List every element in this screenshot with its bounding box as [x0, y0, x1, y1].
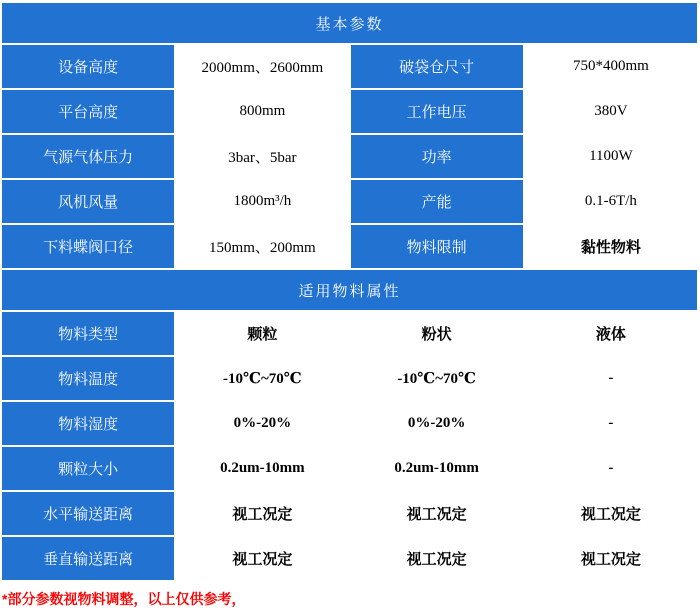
param-label-cell: 物料限制 — [351, 225, 523, 268]
param-value-cell: 1800m³/h — [176, 180, 348, 223]
param-value-cell: 液体 — [525, 312, 697, 355]
section-header-material-props: 适用物料属性 — [2, 270, 697, 310]
section-header-basic-params: 基本参数 — [2, 3, 697, 43]
param-label-cell: 颗粒大小 — [2, 447, 174, 490]
table-row — [2, 225, 697, 268]
param-label-cell: 物料类型 — [2, 312, 174, 355]
table-row — [2, 135, 697, 178]
param-value-cell: 视工况定 — [351, 492, 523, 535]
param-label-cell: 垂直输送距离 — [2, 537, 174, 580]
param-label-cell: 下料蝶阀口径 — [2, 225, 174, 268]
param-label-cell: 工作电压 — [351, 90, 523, 133]
param-value-cell: 0.2um-10mm — [176, 447, 348, 490]
param-value-cell: 粉状 — [351, 312, 523, 355]
table-row — [2, 180, 697, 223]
param-value-cell: -10℃~70℃ — [176, 357, 348, 400]
param-value-cell: 颗粒 — [176, 312, 348, 355]
param-label-cell: 物料湿度 — [2, 402, 174, 445]
param-value-cell: 800mm — [176, 90, 348, 133]
param-label-cell: 产能 — [351, 180, 523, 223]
param-label-cell: 功率 — [351, 135, 523, 178]
param-value-cell: 0.1-6T/h — [525, 180, 697, 223]
param-value-cell: - — [525, 402, 697, 445]
footnote-text: *部分参数视物料调整，以上仅供参考， — [2, 591, 246, 607]
param-label-cell: 气源气体压力 — [2, 135, 174, 178]
table-row — [2, 357, 697, 400]
table-row — [2, 45, 697, 88]
param-value-cell: 380V — [525, 90, 697, 133]
param-label-cell: 风机风量 — [2, 180, 174, 223]
table-row — [2, 402, 697, 445]
table-row — [2, 90, 697, 133]
param-value-cell: - — [525, 447, 697, 490]
param-value-cell: -10℃~70℃ — [351, 357, 523, 400]
param-value-cell: - — [525, 357, 697, 400]
param-label-cell: 破袋仓尺寸 — [351, 45, 523, 88]
param-value-cell: 视工况定 — [351, 537, 523, 580]
param-label-cell: 物料温度 — [2, 357, 174, 400]
table-row — [2, 447, 697, 490]
table-row — [2, 312, 697, 355]
param-value-cell: 2000mm、2600mm — [176, 45, 348, 88]
param-value-cell: 3bar、5bar — [176, 135, 348, 178]
param-value-cell: 黏性物料 — [525, 225, 697, 268]
param-label-cell: 平台高度 — [2, 90, 174, 133]
param-value-cell: 0.2um-10mm — [351, 447, 523, 490]
param-label-cell: 设备高度 — [2, 45, 174, 88]
param-value-cell: 视工况定 — [176, 492, 348, 535]
param-value-cell: 视工况定 — [176, 537, 348, 580]
param-value-cell: 0%-20% — [176, 402, 348, 445]
param-label-cell: 水平输送距离 — [2, 492, 174, 535]
param-value-cell: 750*400mm — [525, 45, 697, 88]
param-value-cell: 1100W — [525, 135, 697, 178]
param-value-cell: 视工况定 — [525, 492, 697, 535]
param-value-cell: 150mm、200mm — [176, 225, 348, 268]
table-row — [2, 537, 697, 580]
table-row — [2, 492, 697, 535]
param-value-cell: 视工况定 — [525, 537, 697, 580]
param-value-cell: 0%-20% — [351, 402, 523, 445]
